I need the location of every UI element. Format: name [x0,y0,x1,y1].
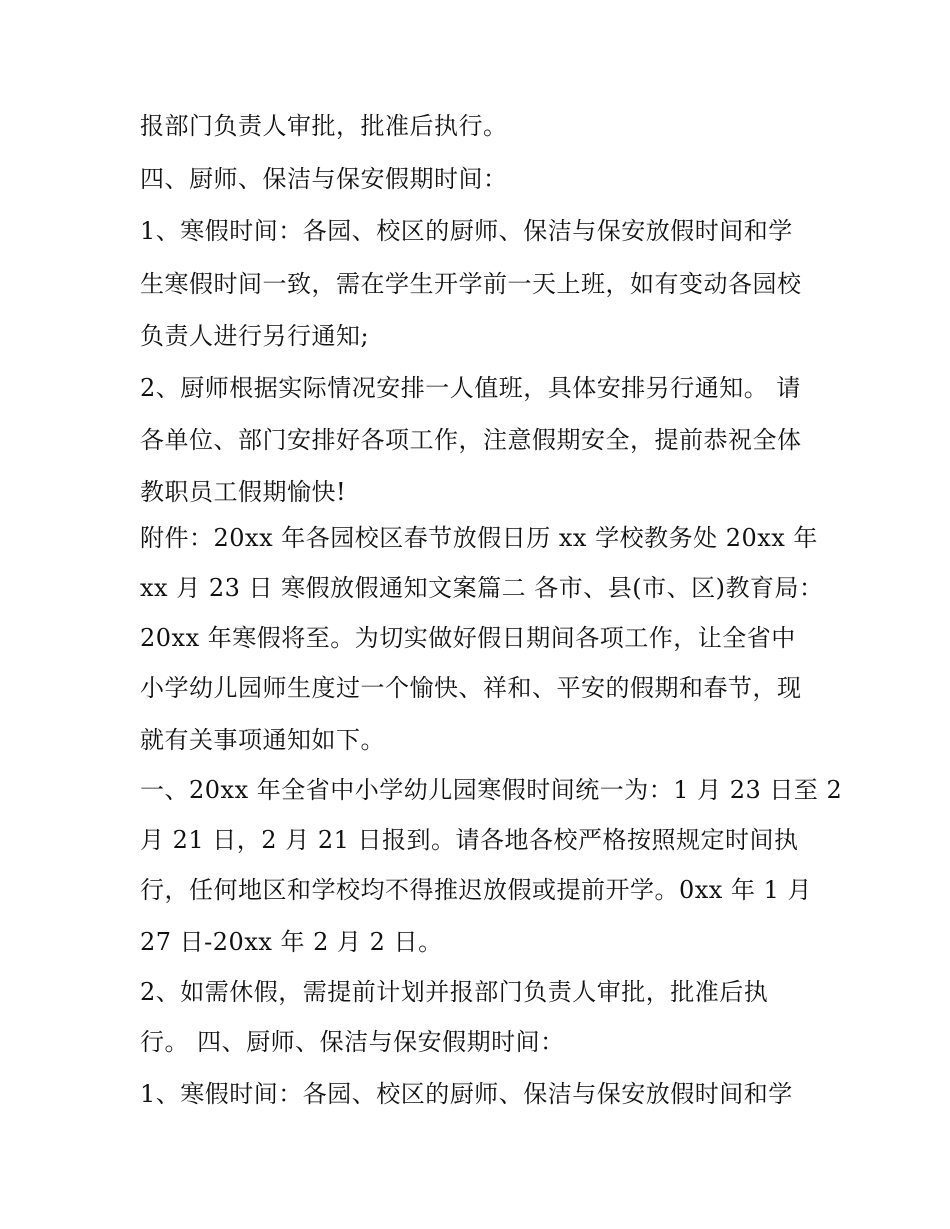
text-line: 负责人进行另行通知; [140,322,370,350]
text-line: 月 21 日，2 月 21 日报到。请各地各校严格按照规定时间执 [140,826,799,854]
text-line: 生寒假时间一致，需在学生开学前一天上班，如有变动各园校 [140,270,802,298]
text-line: 行。 四、厨师、保洁与保安假期时间： [140,1028,565,1056]
text-line: 20xx 年寒假将至。为切实做好假日期间各项工作，让全省中 [140,624,796,652]
text-line: 1、寒假时间：各园、校区的厨师、保洁与保安放假时间和学 [140,1080,793,1108]
text-line: 2、厨师根据实际情况安排一人值班，具体安排另行通知。 请 [140,374,801,402]
text-line: 四、厨师、保洁与保安假期时间： [140,165,508,193]
text-line: 2、如需休假，需提前计划并报部门负责人审批，批准后执 [140,978,769,1006]
text-line: 附件：20xx 年各园校区春节放假日历 xx 学校教务处 20xx 年 [140,524,818,552]
text-line: 就有关事项通知如下。 [140,726,385,754]
text-line: 小学幼儿园师生度过一个愉快、祥和、平安的假期和春节，现 [140,674,802,702]
text-line: 一、20xx 年全省中小学幼儿园寒假时间统一为：1 月 23 日至 2 [140,776,843,804]
text-line: 教职员工假期愉快! [140,478,347,506]
text-line: 27 日-20xx 年 2 月 2 日。 [140,928,443,956]
text-line: xx 月 23 日 寒假放假通知文案篇二 各市、县(市、区)教育局： [140,574,824,602]
text-line: 各单位、部门安排好各项工作，注意假期安全，提前恭祝全体 [140,426,802,454]
text-line: 行，任何地区和学校均不得推迟放假或提前开学。0xx 年 1 月 [140,876,812,904]
text-line: 1、寒假时间：各园、校区的厨师、保洁与保安放假时间和学 [140,217,793,245]
text-line: 报部门负责人审批，批准后执行。 [140,112,508,140]
